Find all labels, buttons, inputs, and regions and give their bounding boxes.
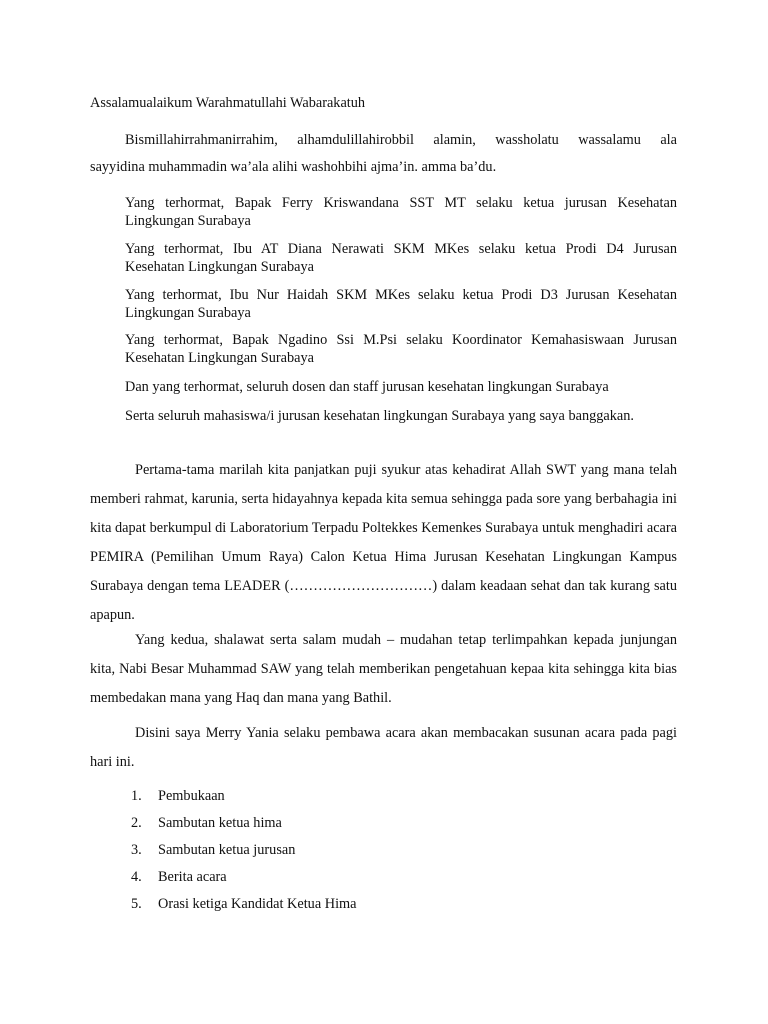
address-3-line-2: Lingkungan Surabaya <box>125 305 251 321</box>
address-3 <box>125 286 677 322</box>
agenda-text: Sambutan ketua jurusan <box>158 842 296 858</box>
agenda-list <box>131 787 357 922</box>
address-1-line-1: Yang terhormat, Bapak Ferry Kriswandana SST MT selaku ketua jurusan Kesehatan <box>125 195 677 211</box>
address-6: Serta seluruh mahasiswa/i jurusan kesehatan lingkungan Surabaya yang saya banggakan. <box>125 408 634 424</box>
agenda-number: 2. <box>131 815 142 831</box>
address-2-line-1: Yang terhormat, Ibu AT Diana Nerawati SKM MKes selaku ketua Prodi D4 Jurusan <box>125 241 677 257</box>
address-3-line-1: Yang terhormat, Ibu Nur Haidah SKM MKes selaku ketua Prodi D3 Jurusan Kesehatan <box>125 287 677 303</box>
address-4 <box>125 331 677 367</box>
agenda-number: 4. <box>131 869 142 885</box>
address-1-line-2: Lingkungan Surabaya <box>125 213 251 229</box>
agenda-item <box>131 895 357 922</box>
agenda-item <box>131 841 357 868</box>
paragraph-2 <box>90 626 677 713</box>
paragraph-1-text: Pertama-tama marilah kita panjatkan puji syukur atas kehadirat Allah SWT yang mana telah memberi rahmat, karunia, serta hidayahnya kepada kita semua sehingga pada sore yang berbahagia ini kita dapat berkumpul di Laboratorium Terpadu Poltekkes Kemenkes Surabaya untuk menghadiri acara PEMIRA (Pemilihan Umum Raya) Calon Ketua Hima Jurusan Kesehatan Lingkungan Kampus Surabaya dengan tema LEADER (…………………………) dalam keadaan sehat dan tak kurang satu apapun. <box>90 462 677 623</box>
agenda-text: Berita acara <box>158 869 227 885</box>
agenda-text: Sambutan ketua hima <box>158 815 282 831</box>
address-2 <box>125 240 677 276</box>
opening-line-2: sayyidina muhammadin wa’ala alihi washohbihi ajma’in. amma ba’du. <box>90 159 497 175</box>
paragraph-1 <box>90 456 677 630</box>
address-4-line-2: Kesehatan Lingkungan Surabaya <box>125 350 314 366</box>
agenda-item <box>131 868 357 895</box>
address-1 <box>125 194 677 230</box>
greeting: Assalamualaikum Warahmatullahi Wabarakatuh <box>90 95 366 111</box>
address-2-line-2: Kesehatan Lingkungan Surabaya <box>125 259 314 275</box>
address-5: Dan yang terhormat, seluruh dosen dan staff jurusan kesehatan lingkungan Surabaya <box>125 379 609 395</box>
paragraph-2-text: Yang kedua, shalawat serta salam mudah – mudahan tetap terlimpahkan kepada junjungan kita, Nabi Besar Muhammad SAW yang telah memberikan pengetahuan kepaa kita sehingga kita bias membedakan mana yang Haq dan mana yang Bathil. <box>90 632 677 706</box>
agenda-item <box>131 814 357 841</box>
agenda-text: Orasi ketiga Kandidat Ketua Hima <box>158 896 357 912</box>
agenda-number: 3. <box>131 842 142 858</box>
agenda-text: Pembukaan <box>158 788 225 804</box>
opening-line-1: Bismillahirrahmanirrahim, alhamdulillahirobbil alamin, wassholatu wassalamu ala <box>125 132 677 148</box>
agenda-item <box>131 787 357 814</box>
agenda-number: 5. <box>131 896 142 912</box>
paragraph-3-text: Disini saya Merry Yania selaku pembawa acara akan membacakan susunan acara pada pagi hari ini. <box>90 725 677 770</box>
address-4-line-1: Yang terhormat, Bapak Ngadino Ssi M.Psi selaku Koordinator Kemahasiswaan Jurusan <box>125 332 677 348</box>
paragraph-3 <box>90 719 677 777</box>
agenda-number: 1. <box>131 788 142 804</box>
